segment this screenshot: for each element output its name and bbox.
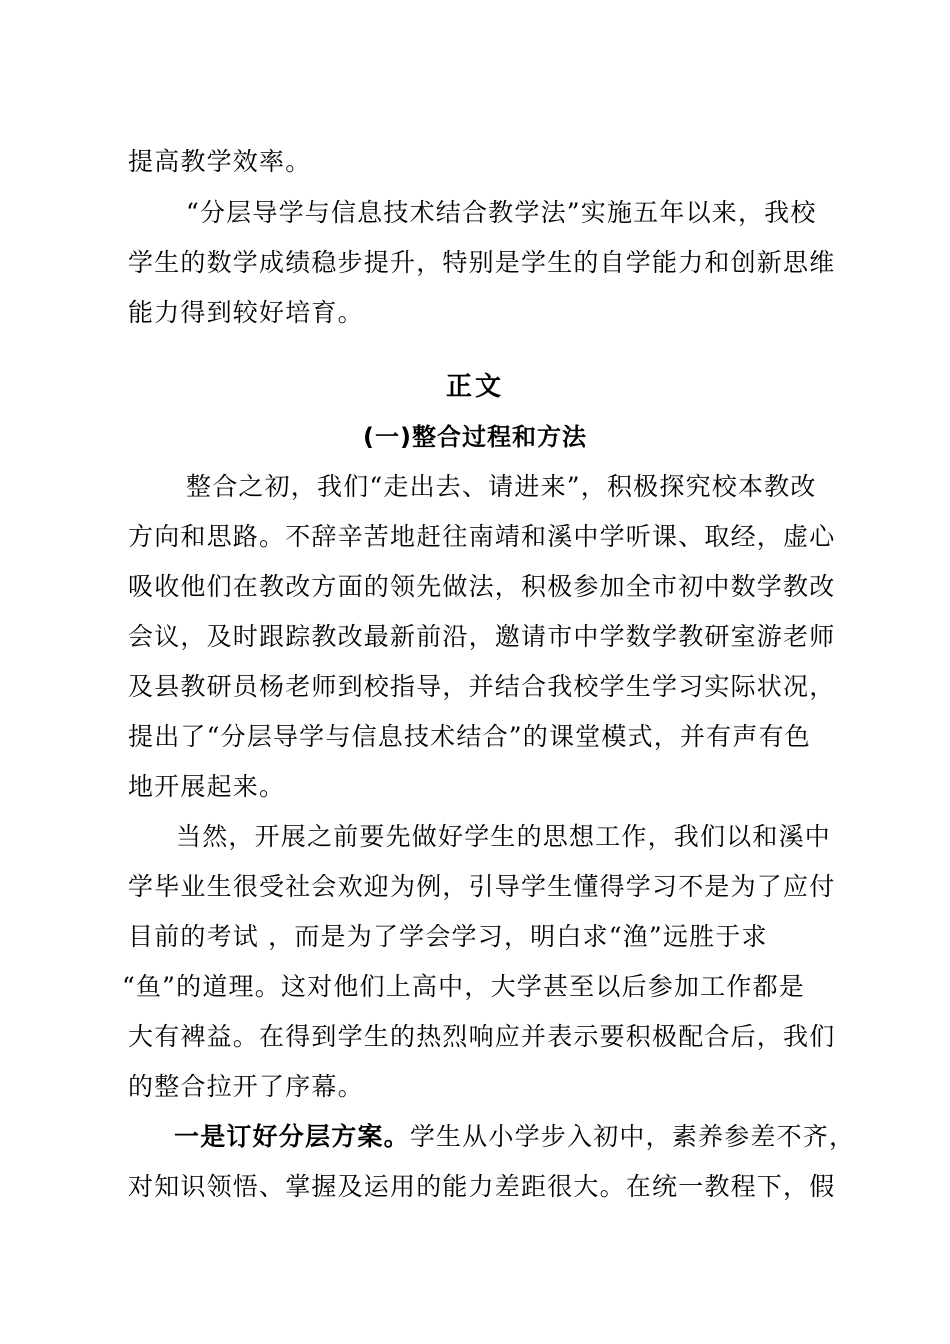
subsection-title: (一)整合过程和方法 — [363, 423, 587, 451]
paragraph-3-line-4: 会议，及时跟踪教改最新前沿，邀请市中学数学教研室游老师 — [128, 622, 836, 651]
paragraph-5-line-1 — [174, 1121, 855, 1153]
paragraph-3-line-1: 整合之初，我们“走出去、请进来”，积极探究校本教改 — [186, 472, 817, 501]
paragraph-3-line-7: 地开展起来。 — [128, 772, 286, 801]
paragraph-2-line-2: 学生的数学成绩稳步提升，特别是学生的自学能力和创新思维 — [128, 248, 836, 277]
paragraph-3-line-2: 方向和思路。不辞辛苦地赶往南靖和溪中学听课、取经，虚心 — [128, 522, 836, 551]
paragraph-3-line-5: 及县教研员杨老师到校指导，并结合我校学生学习实际状况， — [128, 672, 836, 701]
paragraph-4-line-5: 大有裨益。在得到学生的热烈响应并表示要积极配合后，我们 — [128, 1022, 836, 1051]
paragraph-1-line-1: 提高教学效率。 — [128, 147, 312, 176]
paragraph-4-line-3: 目前的考试 ，而是为了学会学习，明白求“渔”远胜于求 — [128, 922, 768, 951]
paragraph-4-line-4: “鱼”的道理。这对他们上高中，大学甚至以后参加工作都是 — [122, 972, 805, 1001]
paragraph-4-line-2: 学毕业生很受社会欢迎为例，引导学生懂得学习不是为了应付 — [128, 872, 836, 901]
paragraph-2-line-3: 能力得到较好培育。 — [128, 298, 364, 327]
paragraph-3-line-3: 吸收他们在教改方面的领先做法，积极参加全市初中数学教改 — [128, 572, 836, 601]
paragraph-4-line-1: 当然，开展之前要先做好学生的思想工作，我们以和溪中 — [176, 822, 832, 851]
paragraph-2-line-1: “分层导学与信息技术结合教学法”实施五年以来，我校 — [186, 198, 817, 227]
paragraph-5-lead: 一是订好分层方案。 — [174, 1122, 410, 1151]
paragraph-5-line-1-text: 学生从小学步入初中，素养参差不齐， — [409, 1122, 856, 1151]
section-title: 正文 — [445, 372, 504, 402]
paragraph-3-line-6: 提出了“分层导学与信息技术结合”的课堂模式，并有声有色 — [128, 722, 811, 751]
paragraph-4-line-6: 的整合拉开了序幕。 — [128, 1072, 364, 1101]
paragraph-5-line-2: 对知识领悟、掌握及运用的能力差距很大。在统一教程下，假 — [128, 1172, 836, 1201]
